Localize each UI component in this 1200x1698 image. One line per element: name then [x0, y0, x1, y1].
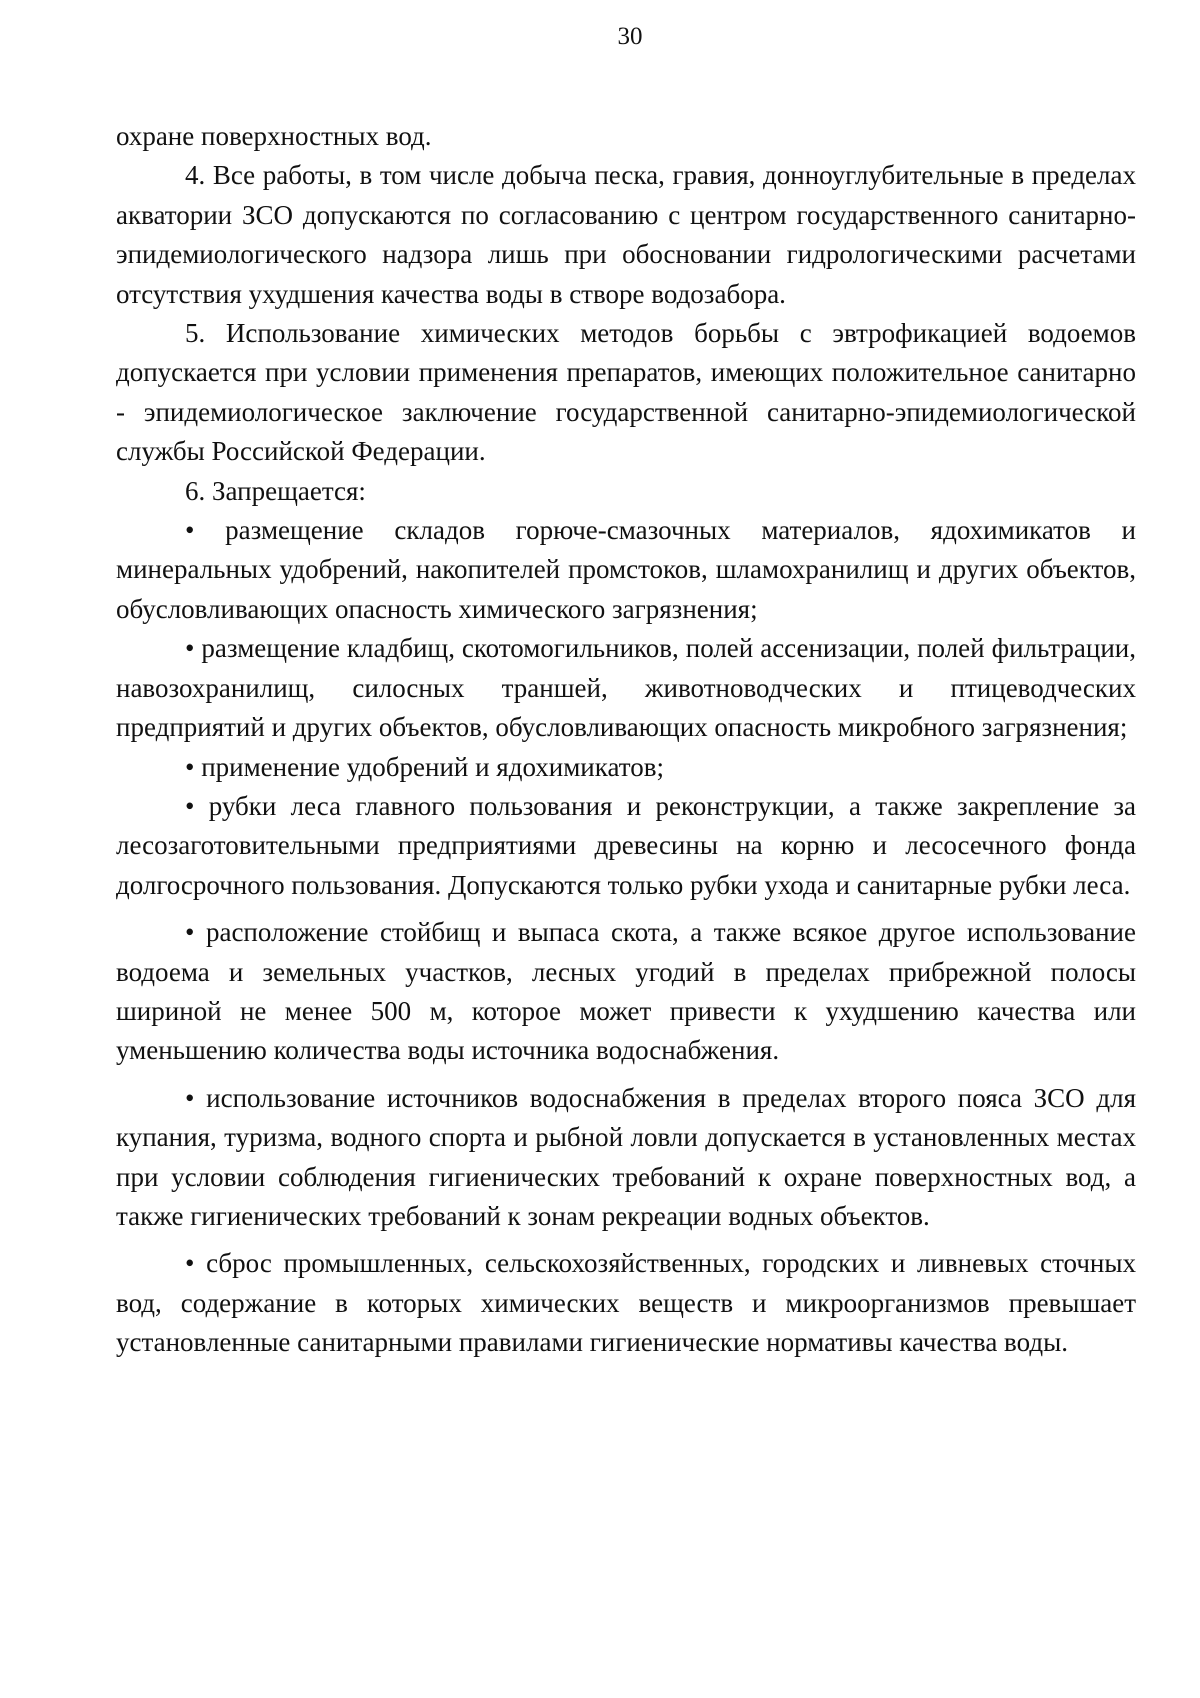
prohibition-wastewater: • сброс промышленных, сельскохозяйственных, городских и ливневых сточных вод, содержание в которых химических веществ и микроорганизмов превышает установленные санитарными правилами гигиенические нормативы качества воды.	[116, 1248, 1136, 1358]
paragraph-item-4: 4. Все работы, в том числе добыча песка, гравия, донноуглубительные в пределах акватории ЗСО допускаются по согласованию с центром государственного санитарно-эпидемиологического надзора лишь при обосновании гидрологическими расчетами отсутствия ухудшения качества воды в створе водозабора.	[116, 160, 1136, 309]
prohibition-logging: • рубки леса главного пользования и реконструкции, а также закрепление за лесозаготовительными предприятиями древесины на корню и лесосечного фонда долгосрочного пользования. Допускаются только рубки ухода и санитарные рубки леса.	[116, 790, 1136, 900]
prohibition-fertilizers: • применение удобрений и ядохимикатов;	[185, 751, 664, 782]
prohibition-livestock: • расположение стойбищ и выпаса скота, а также всякое другое использование водоема и земельных участков, лесных угодий в пределах прибрежной полосы шириной не менее 500 м, которое может привести к ухудшению качества или уменьшению количества воды источника водоснабжения.	[116, 917, 1136, 1066]
paragraph-item-6-heading: 6. Запрещается:	[185, 475, 366, 506]
prohibition-storage-facilities: • размещение складов горюче-смазочных материалов, ядохимикатов и минеральных удобрений, накопителей промстоков, шламохранилищ и других объектов, обусловливающих опасность химического загрязнения;	[116, 515, 1136, 624]
page-number: 30	[617, 23, 643, 50]
document-body	[116, 117, 1136, 1363]
prohibition-cemeteries: • размещение кладбищ, скотомогильников, полей ассенизации, полей фильтрации, навозохранилищ, силосных траншей, животноводческих и птицеводческих предприятий и других объектов, обусловливающих опасность микробного загрязнения;	[116, 633, 1136, 743]
paragraph-item-5: 5. Использование химических методов борьбы с эвтрофикацией водоемов допускается при условии применения препаратов, имеющих положительное санитарно - эпидемиологическое заключение государственной санитарно-эпидемиологической службы Российской Федерации.	[116, 318, 1136, 467]
prohibition-recreation: • использование источников водоснабжения в пределах второго пояса ЗСО для купания, туризма, водного спорта и рыбной ловли допускается в установленных местах при условии соблюдения гигиенических требований к охране поверхностных вод, а также гигиенических требований к зонам рекреации водных объектов.	[116, 1082, 1136, 1231]
paragraph-continuation: охране поверхностных вод.	[116, 121, 432, 151]
